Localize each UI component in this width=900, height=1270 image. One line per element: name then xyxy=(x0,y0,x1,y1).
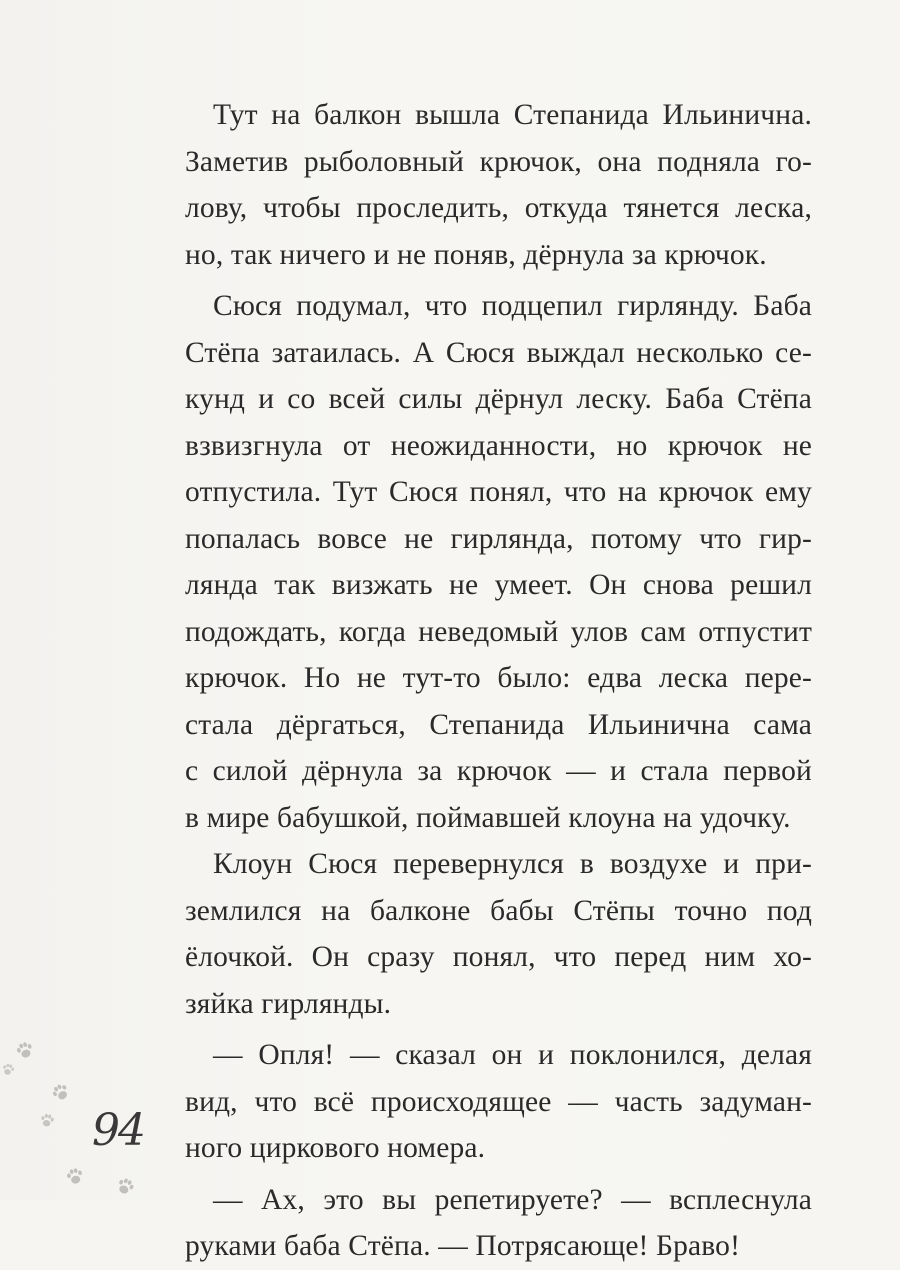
text-line: лянда так визжать не умеет. Он снова решил xyxy=(185,569,812,601)
text-line: крючок. Но не тут-то было: едва леска пере- xyxy=(185,662,812,694)
page-number: 94 xyxy=(92,1105,144,1156)
text-line: но, так ничего и не поняв, дёрнула за крючок. xyxy=(185,238,767,271)
text-line: кунд и со всей силы дёрнул леску. Баба Стёпа xyxy=(185,383,812,415)
text-line: руками баба Стёпа. — Потрясающе! Браво! xyxy=(185,1230,741,1262)
paw-print-icon xyxy=(11,1037,39,1065)
text-line: Заметив рыболовный крючок, она подняла го- xyxy=(185,145,812,178)
paw-print-icon xyxy=(110,1172,139,1201)
paw-print-icon xyxy=(37,1111,58,1132)
paw-print-icon xyxy=(0,1060,18,1080)
text-line: вид, что всё происходящее — часть задуман- xyxy=(185,1085,812,1118)
body-text xyxy=(185,92,812,1270)
text-line: лову, чтобы проследить, откуда тянется леска, xyxy=(185,192,812,224)
text-line: взвизгнула от неожиданности, но крючок не xyxy=(185,429,812,462)
paw-print-icon xyxy=(62,1164,89,1191)
text-line: подождать, когда неведомый улов сам отпустит xyxy=(185,615,812,648)
text-line: ёлочкой. Он сразу понял, что перед ним хо- xyxy=(185,941,812,973)
text-line: Сюся подумал, что подцепил гирлянду. Баба xyxy=(213,290,812,322)
text-line: Клоун Сюся перевернулся в воздухе и при- xyxy=(213,848,812,880)
text-line: ного циркового номера. xyxy=(185,1132,486,1164)
text-line: Стёпа затаилась. А Сюся выждал несколько се- xyxy=(185,336,812,369)
text-line: зяйка гирлянды. xyxy=(185,987,392,1020)
text-line: с силой дёрнула за крючок — и стала первой xyxy=(185,755,812,787)
text-line: отпустила. Тут Сюся понял, что на крючок ему xyxy=(185,476,812,508)
text-line: Тут на балкон вышла Степанида Ильинична. xyxy=(213,99,812,131)
paw-print-icon xyxy=(46,1078,77,1109)
text-line: — Ах, это вы репетируете? — всплеснула xyxy=(213,1183,812,1216)
text-line: землился на балконе бабы Стёпы точно под xyxy=(185,894,812,927)
text-line: попалась вовсе не гирлянда, потому что гир- xyxy=(185,522,812,555)
text-line: — Опля! — сказал он и поклонился, делая xyxy=(213,1039,812,1071)
text-line: стала дёргаться, Степанида Ильинична сама xyxy=(185,708,812,741)
text-line: в мире бабушкой, поймавшей клоуна на удочку. xyxy=(185,801,791,834)
